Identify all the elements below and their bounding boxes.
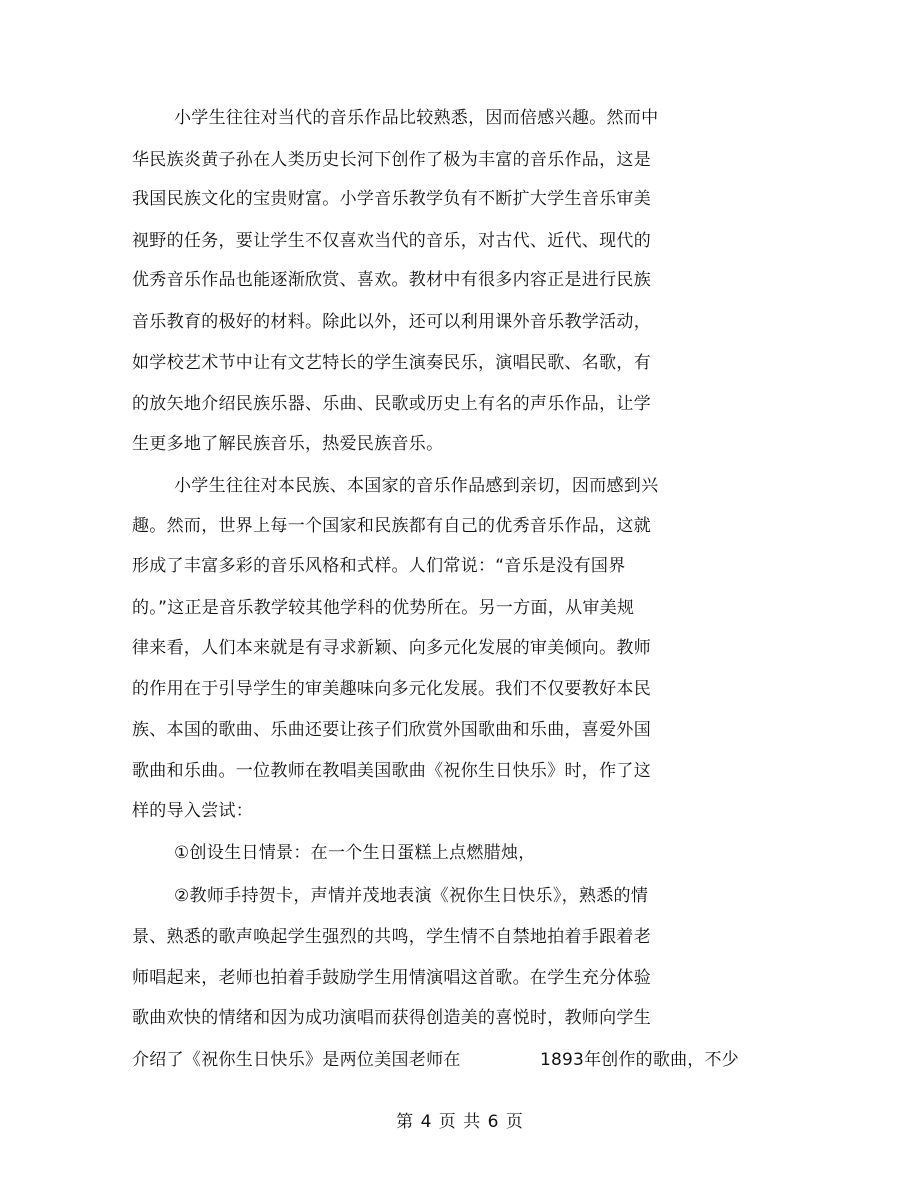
paragraph-1-line-2: 华民族炎黄子孙在人类历史长河下创作了极为丰富的音乐作品，这是 [132,150,651,170]
paragraph-1-line-4: 视野的任务，要让学生不仅喜欢当代的音乐，对古代、近代、现代的 [132,231,651,251]
list-item-1-line: ①创设生日情景：在一个生日蛋糕上点燃腊烛， [174,843,536,863]
paragraph-1-line-5: 优秀音乐作品也能逐渐欣赏、喜欢。教材中有很多内容正是进行民族 [132,270,651,290]
paragraph-1-line-3: 我国民族文化的宝贵财富。小学音乐教学负有不断扩大学生音乐审美 [132,189,651,209]
paragraph-2-line-4: 的。”这正是音乐教学较其他学科的优势所在。另一方面，从审美规 [132,598,635,618]
paragraph-2-line-1: 小学生往往对本民族、本国家的音乐作品感到亲切，因而感到兴 [174,476,659,496]
paragraph-2-line-8: 歌曲和乐曲。一位教师在教唱美国歌曲《祝你生日快乐》时，作了这 [132,761,651,781]
paragraph-2-line-3: 形成了丰富多彩的音乐风格和式样。人们常说：“音乐是没有国界 [132,556,626,576]
paragraph-1-line-6: 音乐教育的极好的材料。除此以外，还可以利用课外音乐教学活动， [132,312,651,332]
paragraph-3-line-1: ②教师手持贺卡，声情并茂地表演《祝你生日快乐》，熟悉的情 [174,886,649,906]
paragraph-2-line-9: 样的导入尝试： [132,801,254,821]
paragraph-1-line-8: 的放矢地介绍民族乐器、乐曲、民歌或历史上有名的声乐作品，让学 [132,394,651,414]
paragraph-3-line-3: 师唱起来，老师也拍着手鼓励学生用情演唱这首歌。在学生充分体验 [132,968,651,988]
paragraph-3-line-5-continued: 1893年创作的歌曲，不少 [540,1050,739,1070]
paragraph-1-line-1: 小学生往往对当代的音乐作品比较熟悉，因而倍感兴趣。然而中 [174,108,659,128]
paragraph-2-line-6: 的作用在于引导学生的审美趣味向多元化发展。我们不仅要教好本民 [132,679,651,699]
paragraph-3-line-2: 景、熟悉的歌声唤起学生强烈的共鸣，学生情不自禁地拍着手跟着老 [132,927,651,947]
paragraph-3-line-4: 歌曲欢快的情绪和因为成功演唱而获得创造美的喜悦时，教师向学生 [132,1008,651,1028]
paragraph-2-line-5: 律来看，人们本来就是有寻求新颖、向多元化发展的审美倾向。教师 [132,638,651,658]
paragraph-2-line-7: 族、本国的歌曲、乐曲还要让孩子们欣赏外国歌曲和乐曲，喜爱外国 [132,720,651,740]
paragraph-3-line-5: 介绍了《祝你生日快乐》是两位美国老师在 [132,1050,461,1070]
paragraph-1-line-7: 如学校艺术节中让有文艺特长的学生演奏民乐，演唱民歌、名歌，有 [132,353,651,373]
paragraph-2-line-2: 趣。然而，世界上每一个国家和民族都有自己的优秀音乐作品，这就 [132,516,651,536]
paragraph-1-line-9: 生更多地了解民族音乐，热爱民族音乐。 [132,434,444,454]
page-number-footer: 第 4 页 共 6 页 [396,1112,524,1132]
